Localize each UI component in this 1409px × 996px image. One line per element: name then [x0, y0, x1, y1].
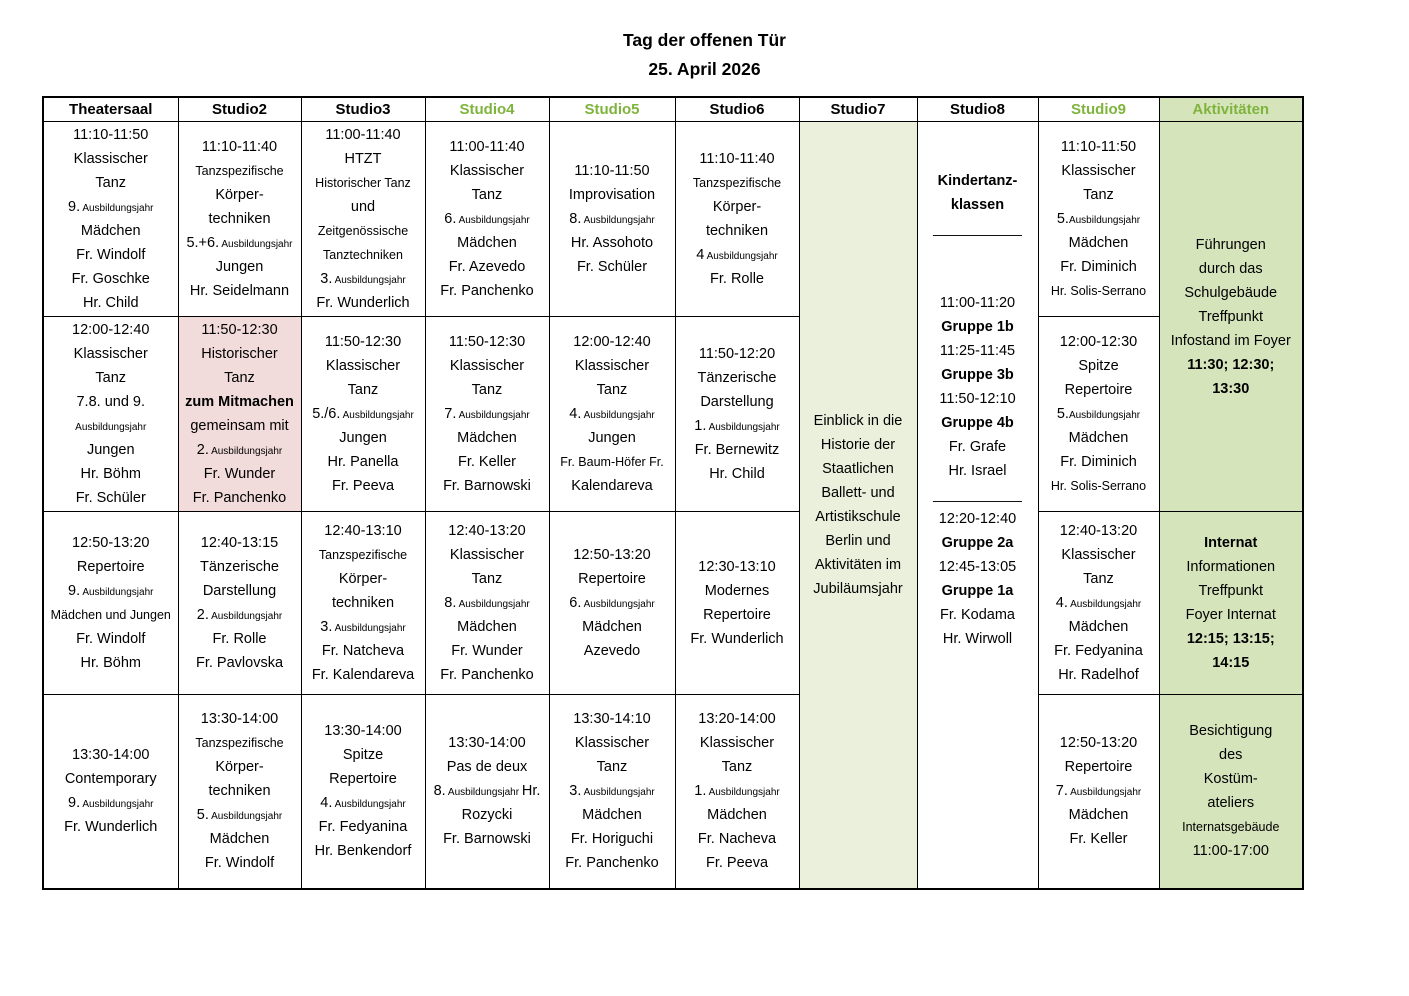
cell-line: 13:30-14:00: [72, 747, 150, 764]
schedule-row-1: [43, 122, 1303, 317]
cell-line: Gruppe 1b: [941, 319, 1014, 335]
cell-studio5-r4: [549, 695, 675, 889]
cell-line: klassen: [950, 197, 1005, 213]
cell-line: Tanzspezifische: [195, 736, 284, 751]
cell-studio6-r4: [675, 695, 799, 889]
cell-line: Klassischer: [1061, 163, 1136, 179]
cell-line: 11:50-12:30: [448, 334, 526, 350]
cell-line: 11:50-12:30: [201, 322, 278, 338]
cell-line: Tanz: [1083, 187, 1114, 203]
cell-line: Klassischer: [325, 358, 401, 374]
cell-line: 11:10-11:40: [699, 151, 775, 167]
cell-line: durch das: [1198, 260, 1263, 277]
cell-line: 11:00-11:40: [325, 127, 401, 143]
cell-line: Klassischer: [1061, 547, 1136, 563]
cell-line: Pas de deux: [446, 759, 528, 776]
cell-line: 8. Ausbildungsjahr: [444, 595, 530, 611]
cell-line: 8. Ausbildungsjahr: [569, 211, 655, 227]
cell-line: Tanz: [596, 382, 628, 398]
cell-line: Hr. Benkendorf: [314, 843, 412, 860]
event-date: 25. April 2026: [648, 58, 761, 79]
cell-line: Hr. Wirwoll: [942, 631, 1013, 647]
cell-line: 11:10-11:50: [73, 127, 149, 143]
cell-line: Kindertanz-: [937, 173, 1018, 189]
cell-line: 11:25-11:45: [939, 343, 1016, 359]
cell-line: 11:50-12:30: [324, 334, 402, 350]
cell-line: 3. Ausbildungsjahr: [320, 619, 406, 635]
cell-line: Fr. Barnowski: [443, 478, 531, 494]
cell-line: Hr. Radelhof: [1058, 667, 1139, 683]
cell-line: Schulgebäude: [1184, 284, 1278, 301]
cell-line: 13:30-14:00: [448, 735, 526, 752]
cell-line: Hr. Assohoto: [570, 235, 654, 251]
cell-line: 11:10-11:40: [201, 139, 278, 155]
cell-line: 5.Ausbildungsjahr: [1056, 406, 1141, 422]
cell-line: Jungen: [588, 430, 636, 446]
cell-line: Fr. Diminich: [1060, 454, 1137, 470]
cell-line: Repertoire: [578, 571, 646, 587]
col-header-studio4: Studio4: [425, 97, 549, 122]
cell-line: Fr. Windolf: [204, 855, 275, 872]
cell-line: Rozycki: [461, 807, 513, 824]
cell-studio3-r4: [301, 695, 425, 889]
cell-line: Mädchen: [582, 807, 642, 824]
cell-studio9-r3: [1038, 512, 1159, 695]
cell-studio7: [799, 122, 917, 889]
cell-studio9-r4: [1038, 695, 1159, 889]
cell-line: Klassischer: [449, 163, 525, 179]
cell-line: Spitze: [342, 747, 384, 764]
cell-studio2-r4: [178, 695, 301, 889]
cell-line: Fr. Fedyanina: [318, 819, 408, 836]
cell-line: Fr. Natcheva: [321, 643, 405, 659]
cell-line: Jungen: [215, 259, 264, 275]
cell-studio4-r3: [425, 512, 549, 695]
cell-studio8: [917, 122, 1038, 889]
cell-line: ___________: [933, 221, 1022, 237]
cell-line: Fr. Panchenko: [192, 490, 287, 506]
cell-line: Fr. Panchenko: [565, 855, 659, 872]
cell-line: Mädchen: [209, 831, 270, 848]
cell-line: Tanz: [95, 370, 127, 386]
cell-line: Darstellung: [700, 394, 774, 410]
cell-line: des: [1219, 747, 1243, 764]
col-header-theatersaal: Theatersaal: [43, 97, 178, 122]
cell-studio4-r2: [425, 317, 549, 512]
cell-line: 12:20-12:40: [938, 511, 1017, 527]
col-header-studio7: Studio7: [799, 97, 917, 122]
cell-studio9-r2: [1038, 317, 1159, 512]
cell-line: 5.+6. Ausbildungsjahr: [186, 235, 293, 251]
cell-line: 11:10-11:50: [574, 163, 650, 179]
cell-line: 5./6. Ausbildungsjahr: [312, 406, 414, 422]
cell-line: techniken: [208, 211, 271, 227]
cell-line: Repertoire: [329, 771, 397, 788]
schedule-row-2: [43, 317, 1303, 512]
cell-line: Fr. Wunder: [203, 466, 276, 482]
col-header-studio8: Studio8: [917, 97, 1038, 122]
cell-line: 12:00-12:30: [1059, 334, 1138, 350]
cell-line: 4. Ausbildungsjahr: [569, 406, 655, 422]
cell-line: Fr. Fedyanina: [1054, 643, 1143, 659]
header-row: [43, 97, 1303, 122]
cell-line: Kalendareva: [571, 478, 653, 494]
cell-line: techniken: [705, 223, 769, 239]
cell-line: Darstellung: [202, 583, 277, 599]
cell-line: Artistikschule: [815, 508, 901, 525]
cell-line: Gruppe 1a: [941, 583, 1014, 599]
cell-line: Tänzerische: [697, 370, 777, 386]
cell-theatersaal-r3: [43, 512, 178, 695]
cell-line: 12:40-13:20: [448, 523, 526, 539]
cell-line: Fr. Keller: [1069, 831, 1128, 848]
col-header-studio2: Studio2: [178, 97, 301, 122]
cell-line: 12:00-12:40: [573, 334, 651, 350]
cell-line: 6. Ausbildungsjahr: [569, 595, 655, 611]
cell-line: Berlin und: [825, 532, 891, 549]
cell-line: Klassischer: [449, 547, 525, 563]
cell-line: Fr. Nacheva: [697, 831, 777, 848]
cell-theatersaal-r1: [43, 122, 178, 317]
cell-line: Tanz: [471, 382, 503, 398]
cell-line: 12:00-12:40: [72, 322, 150, 338]
cell-line: Fr. Barnowski: [443, 831, 531, 848]
cell-line: 11:00-17:00: [1192, 843, 1269, 860]
cell-line: Internat: [1204, 535, 1258, 551]
cell-line: 11:50-12:20: [698, 346, 776, 362]
cell-line: Hr. Child: [709, 466, 765, 482]
cell-line: 4. Ausbildungsjahr: [320, 795, 406, 812]
cell-line: Gruppe 4b: [941, 415, 1014, 431]
cell-line: Fr. Diminich: [1060, 259, 1137, 275]
event-title: Tag der offenen Tür: [622, 30, 786, 50]
cell-line: Fr. Panchenko: [440, 283, 534, 299]
cell-line: 7.8. und 9.: [76, 394, 146, 410]
cell-line: Tanz: [224, 370, 255, 386]
cell-line: gemeinsam mit: [190, 418, 289, 434]
cell-line: Historie der: [820, 436, 896, 453]
cell-line: Klassischer: [574, 358, 650, 374]
cell-line: Fr. Baum-Höfer Fr.: [560, 455, 664, 469]
cell-line: 11:00-11:40: [449, 139, 525, 155]
cell-line: Fr. Bernewitz: [694, 442, 780, 458]
cell-studio6-r1: [675, 122, 799, 317]
cell-line: Mädchen: [1068, 235, 1129, 251]
page-title: [0, 26, 1409, 84]
cell-studio6-r3: [675, 512, 799, 695]
cell-line: Zeitgenössische: [317, 224, 409, 238]
cell-line: Hr. Böhm: [80, 466, 141, 482]
cell-studio5-r3: [549, 512, 675, 695]
cell-line: Hr. Panella: [327, 454, 399, 470]
cell-line: Azevedo: [583, 643, 641, 659]
cell-line: Jungen: [339, 430, 387, 446]
cell-line: Tanz: [1083, 571, 1114, 587]
cell-line: Tanz: [596, 759, 628, 776]
cell-line: Körper-: [215, 187, 264, 203]
cell-line: 8. Ausbildungsjahr Hr.: [433, 783, 541, 800]
cell-line: Besichtigung: [1189, 723, 1273, 740]
cell-line: Mädchen: [80, 223, 141, 239]
cell-line: 5. Ausbildungsjahr: [196, 807, 283, 824]
cell-line: Tanz: [471, 571, 503, 587]
cell-line: Fr. Wunderlich: [64, 819, 158, 836]
cell-line: Repertoire: [76, 559, 145, 575]
cell-line: Treffpunkt: [1198, 583, 1263, 599]
cell-line: techniken: [331, 595, 395, 611]
cell-line: 2. Ausbildungsjahr: [196, 442, 283, 458]
col-header-studio3: Studio3: [301, 97, 425, 122]
cell-line: ateliers: [1207, 795, 1255, 812]
cell-line: Contemporary: [64, 771, 157, 788]
cell-line: Fr. Horiguchi: [570, 831, 654, 848]
cell-line: Tanz: [721, 759, 753, 776]
cell-line: Fr. Grafe: [948, 439, 1007, 455]
cell-line: 2. Ausbildungsjahr: [196, 607, 283, 623]
col-header-aktivitaeten: Aktivitäten: [1159, 97, 1303, 122]
cell-theatersaal-r2: [43, 317, 178, 512]
cell-line: 13:30-14:00: [324, 723, 402, 740]
cell-studio2-r1: [178, 122, 301, 317]
cell-line: Tanzspezifische: [195, 164, 284, 178]
cell-line: Hr. Seidelmann: [189, 283, 290, 299]
cell-line: [920, 241, 1036, 291]
cell-line: Jubiläumsjahr: [813, 580, 903, 597]
cell-line: Mädchen: [1068, 430, 1129, 446]
cell-line: Fr. Panchenko: [440, 667, 534, 683]
cell-studio2-r2: [178, 317, 301, 512]
cell-line: 12:15; 13:15;: [1186, 631, 1275, 647]
schedule-table: [42, 96, 1304, 890]
cell-studio3-r1: [301, 122, 425, 317]
cell-line: Mädchen: [1068, 619, 1129, 635]
cell-studio5-r1: [549, 122, 675, 317]
cell-line: Fr. Schüler: [576, 259, 648, 275]
cell-line: Tanztechniken: [323, 248, 403, 262]
cell-line: Tänzerische: [200, 559, 279, 575]
cell-line: 6. Ausbildungsjahr: [444, 211, 530, 227]
cell-line: Fr. Rolle: [212, 631, 267, 647]
cell-line: Staatlichen: [822, 460, 894, 477]
cell-line: Treffpunkt: [1198, 308, 1263, 325]
cell-line: Repertoire: [1064, 382, 1133, 398]
cell-line: 1. Ausbildungsjahr: [694, 783, 780, 800]
col-header-studio6: Studio6: [675, 97, 799, 122]
cell-line: Körper-: [215, 759, 264, 776]
cell-aktivitaeten-r3: [1159, 512, 1303, 695]
cell-line: Fr. Pavlovska: [195, 655, 284, 671]
cell-line: Aktivitäten im: [814, 556, 902, 573]
cell-line: Mädchen und Jungen: [50, 608, 171, 622]
cell-line: 14:15: [1212, 655, 1250, 671]
cell-line: Fr. Windolf: [76, 631, 146, 647]
cell-line: 11:50-12:10: [939, 391, 1016, 407]
cell-studio3-r3: [301, 512, 425, 695]
cell-line: Fr. Kalendareva: [311, 667, 415, 683]
cell-line: Improvisation: [568, 187, 656, 203]
cell-line: Fr. Schüler: [75, 490, 146, 506]
cell-line: Jungen: [86, 442, 135, 458]
cell-line: Fr. Keller: [457, 454, 516, 470]
cell-line: Infostand im Foyer: [1170, 332, 1291, 349]
cell-line: Fr. Azevedo: [448, 259, 526, 275]
cell-line: Fr. Rolle: [710, 271, 764, 287]
schedule-row-4: [43, 695, 1303, 889]
cell-line: 5.Ausbildungsjahr: [1056, 211, 1141, 227]
cell-line: Fr. Kodama: [940, 607, 1015, 623]
cell-line: Hr. Böhm: [80, 655, 141, 671]
schedule-row-3: [43, 512, 1303, 695]
cell-studio6-r2: [675, 317, 799, 512]
schedule-body: [43, 122, 1303, 889]
cell-line: Spitze: [1078, 358, 1119, 374]
cell-line: 12:45-13:05: [938, 559, 1017, 575]
cell-line: 7. Ausbildungsjahr: [444, 406, 530, 422]
cell-line: Gruppe 3b: [941, 367, 1014, 383]
cell-line: Mädchen: [457, 235, 517, 251]
cell-line: zum Mitmachen: [185, 394, 294, 410]
cell-line: Klassischer: [574, 735, 650, 752]
cell-line: Führungen: [1195, 236, 1266, 253]
cell-line: 12:30-13:10: [698, 559, 776, 575]
cell-line: Tanzspezifische: [692, 176, 782, 190]
cell-line: Tanz: [471, 187, 503, 203]
cell-studio4-r4: [425, 695, 549, 889]
cell-line: und: [350, 199, 376, 215]
cell-line: Fr. Goschke: [71, 271, 150, 287]
cell-line: 13:20-14:00: [698, 711, 776, 728]
col-header-studio9: Studio9: [1038, 97, 1159, 122]
cell-line: Klassischer: [699, 735, 775, 752]
cell-line: Tanzspezifische: [318, 548, 408, 562]
cell-line: 11:00-11:20: [939, 295, 1016, 311]
cell-line: Gruppe 2a: [941, 535, 1014, 551]
cell-line: 11:10-11:50: [1060, 139, 1137, 155]
cell-line: Mädchen: [707, 807, 767, 824]
cell-line: 12:50-13:20: [72, 535, 150, 551]
cell-aktivitaeten-r12: [1159, 122, 1303, 512]
cell-line: 13:30-14:00: [200, 711, 279, 728]
cell-line: Historischer Tanz: [315, 176, 411, 190]
cell-theatersaal-r4: [43, 695, 178, 889]
cell-line: Klassischer: [73, 346, 148, 362]
cell-line: Mädchen: [582, 619, 642, 635]
cell-line: Mädchen: [457, 430, 517, 446]
cell-line: HTZT: [344, 151, 382, 167]
cell-line: 9. Ausbildungsjahr: [68, 583, 154, 599]
cell-line: Repertoire: [1064, 759, 1133, 776]
cell-line: Hr. Solis-Serrano: [1050, 284, 1147, 298]
cell-line: 12:40-13:20: [1059, 523, 1138, 539]
cell-line: Einblick in die: [813, 412, 903, 429]
cell-line: ___________: [933, 487, 1022, 503]
cell-line: 1. Ausbildungsjahr: [694, 418, 780, 434]
cell-line: 9. Ausbildungsjahr: [68, 199, 154, 215]
cell-line: Fr. Wunderlich: [316, 295, 410, 311]
cell-line: 4. Ausbildungsjahr: [1055, 595, 1142, 611]
cell-line: Klassischer: [449, 358, 525, 374]
cell-line: 13:30: [1212, 380, 1250, 397]
cell-line: Fr. Peeva: [331, 478, 395, 494]
cell-line: Foyer Internat: [1185, 607, 1276, 623]
cell-line: Tanz: [347, 382, 379, 398]
cell-line: Mädchen: [457, 619, 517, 635]
cell-line: Informationen: [1186, 559, 1276, 575]
cell-aktivitaeten-r4: [1159, 695, 1303, 889]
cell-line: Fr. Peeva: [705, 855, 769, 872]
cell-line: Mädchen: [1068, 807, 1129, 824]
cell-line: Hr. Solis-Serrano: [1050, 479, 1147, 493]
cell-line: 12:50-13:20: [1059, 735, 1138, 752]
cell-line: Kostüm-: [1203, 771, 1258, 788]
cell-line: 12:40-13:15: [200, 535, 279, 551]
cell-line: 7. Ausbildungsjahr: [1055, 783, 1142, 800]
cell-line: 3. Ausbildungsjahr: [569, 783, 655, 800]
cell-line: Hr. Israel: [948, 463, 1007, 479]
cell-line: 12:50-13:20: [573, 547, 651, 563]
cell-line: Fr. Wunderlich: [690, 631, 784, 647]
cell-line: Tanz: [95, 175, 127, 191]
cell-line: Körper-: [712, 199, 762, 215]
cell-line: Fr. Wunder: [451, 643, 523, 659]
col-header-studio5: Studio5: [549, 97, 675, 122]
cell-line: 13:30-14:10: [573, 711, 651, 728]
cell-studio4-r1: [425, 122, 549, 317]
cell-studio9-r1: [1038, 122, 1159, 317]
cell-line: 9. Ausbildungsjahr: [68, 795, 154, 812]
cell-line: techniken: [208, 783, 271, 800]
cell-line: 11:30; 12:30;: [1187, 356, 1275, 373]
cell-line: Repertoire: [703, 607, 771, 623]
cell-studio2-r3: [178, 512, 301, 695]
cell-line: Klassischer: [73, 151, 148, 167]
cell-studio3-r2: [301, 317, 425, 512]
cell-line: Internatsgebäude: [1182, 820, 1280, 835]
cell-line: Historischer: [201, 346, 278, 362]
cell-line: Modernes: [704, 583, 770, 599]
cell-line: Körper-: [338, 571, 388, 587]
cell-line: 3. Ausbildungsjahr: [320, 271, 406, 287]
cell-line: 12:40-13:10: [324, 523, 402, 539]
cell-line: Ballett- und: [821, 484, 895, 501]
cell-line: Fr. Windolf: [76, 247, 146, 263]
cell-line: Hr. Child: [82, 295, 139, 311]
cell-line: Ausbildungsjahr: [75, 422, 147, 433]
cell-studio5-r2: [549, 317, 675, 512]
cell-line: 4 Ausbildungsjahr: [696, 247, 778, 263]
